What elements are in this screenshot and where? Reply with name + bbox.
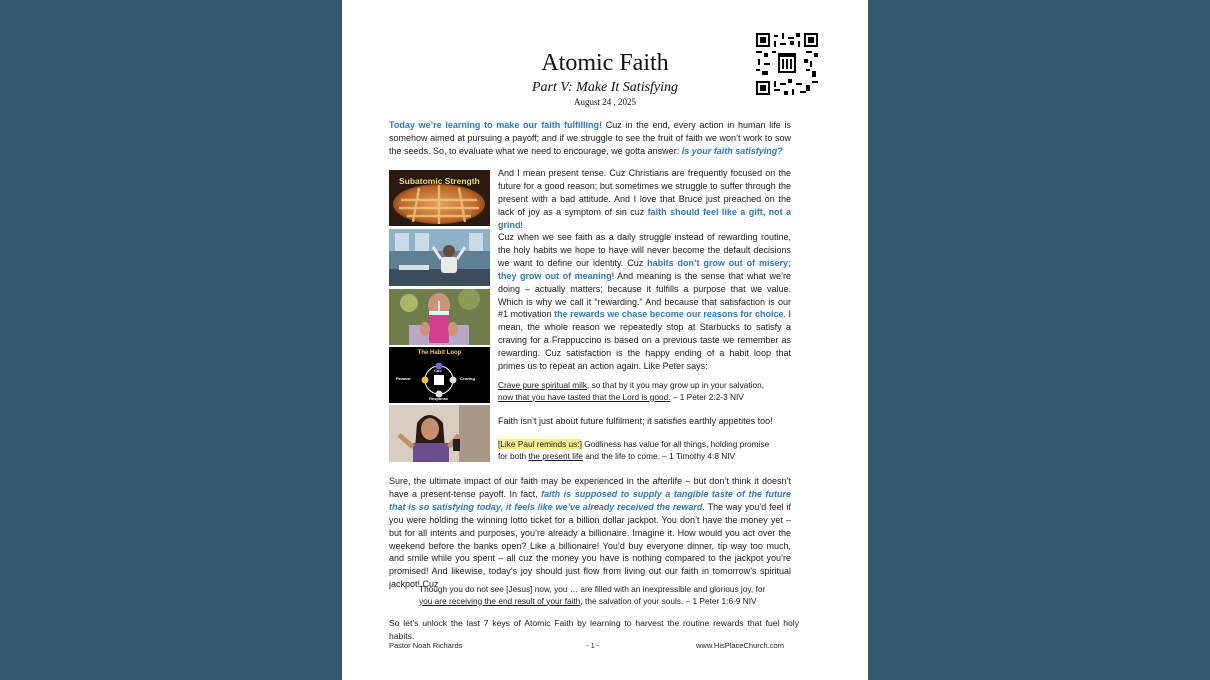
quote-1-peter-1: Though you do not see [Jesus] now, you … are filled with an inexpressible and glorious joy, for you are receiving the end result of your faith, the salvation of your souls. – 1 Peter 1:6-9 NIV bbox=[419, 584, 766, 606]
paragraph-present-tense: And I mean present tense. Cuz Christians are frequently focused on the future for a good reason; but sometimes we struggle to suffer through the present with a bad attitude. And I love that Bruce just preached on the lack of joy as a symptom of sin cuz faith should feel like a gift, not a grind! bbox=[498, 168, 791, 230]
paragraph-daily-struggle: Cuz when we see faith as a daily struggle instead of rewarding routine, the holy habits we hope to have will never become the default decisions we want to define our identity. Cuz habits don’t grow out of misery; they grow out of meaning! And meaning is the sense that what we’re doing – actually matters; because it fulfills a purpose that we value. Which is why we call it “rewarding.” And because that satisfaction is our #1 motivation the rewards we chase become our reasons for choice. I mean, the whole reason we repeatedly stop at Starbucks to satisfy a craving for a Frappuccino is based on a previous taste we remember as rewarding. Cuz satisfaction is the happy ending of a habit loop that primes us to repeat an action again. Like Peter says: bbox=[498, 232, 792, 372]
habit-loop-reward: Reward bbox=[396, 376, 411, 381]
celebrating-woman-image bbox=[389, 405, 490, 462]
image-caption: Subatomic Strength bbox=[399, 176, 480, 186]
doc-date: August 24 , 2025 bbox=[573, 97, 636, 107]
quote-1-timothy-4: [Like Paul reminds us:] Godliness has value for all things, holding promise for both the present life and the life to come. – 1 Timothy 4:8 NIV bbox=[498, 439, 770, 461]
qr-code-icon bbox=[756, 33, 818, 95]
habit-loop-craving: Craving bbox=[460, 376, 475, 381]
footer-page-number: - 1 - bbox=[586, 641, 600, 650]
habit-loop-response: Response bbox=[429, 396, 449, 401]
footer-website[interactable]: www.HisPlaceChurch.com bbox=[696, 641, 784, 650]
pie-image bbox=[389, 170, 490, 226]
doc-subtitle: Part V: Make It Satisfying bbox=[531, 80, 679, 95]
doc-title: Atomic Faith bbox=[541, 50, 669, 76]
intro-paragraph: Today we’re learning to make our faith fulfilling! Cuz in the end, every action in human life is somehow aimed at pursuing a payoff; and if we struggle to see the fruit of faith we won’t work to sow the seeds. So, to evaluate what we need to encourage, we gotta answer: Is your faith satisfying? bbox=[389, 120, 791, 156]
paragraph-afterlife: Sure, the ultimate impact of our faith may be experienced in the afterlife – but don’t think it doesn’t have a present-tense payoff. In fact, faith is supposed to supply a tangible taste of the future that is so satisfying today, it feels like we’ve already received the reward. The way you’d feel if you were holding the winning lotto ticket for a billion dollar jackpot. You don’t have the money yet – but for all intents and purposes, you’re already a billionaire. Imagine it. How would you act over the weekend before the banks open? Like a billionaire! You’d buy everyone dinner, tip way too much, and smile while you spent – all cuz the money you have is nothing compared to the jackpot you’re promised! And likewise, today’s joy should just flow from living out our faith in tomorrow’s spiritual jackpot! Cuz bbox=[389, 476, 791, 590]
footer-author: Pastor Noah Richards bbox=[389, 641, 463, 650]
paragraph-earthly-appetites: Faith isn’t just about future fulfilment; it satisfies earthly appetites too! bbox=[498, 416, 773, 426]
habit-loop-cue: Cue bbox=[434, 368, 442, 373]
quote-1-peter-2: Crave pure spiritual milk, so that by it you may grow up in your salvation, now that you have tasted that the Lord is good. – 1 Peter 2:2-3 NIV bbox=[498, 380, 765, 402]
document-page bbox=[342, 0, 868, 680]
habit-loop-image bbox=[389, 347, 490, 403]
habit-loop-title: The Habit Loop bbox=[417, 350, 462, 356]
office-image bbox=[389, 229, 490, 286]
frappuccino-image bbox=[389, 289, 490, 345]
closing-paragraph: So let’s unlock the last 7 keys of Atomic Faith by learning to harvest the routine rewards that fuel holy habits. bbox=[389, 618, 799, 641]
